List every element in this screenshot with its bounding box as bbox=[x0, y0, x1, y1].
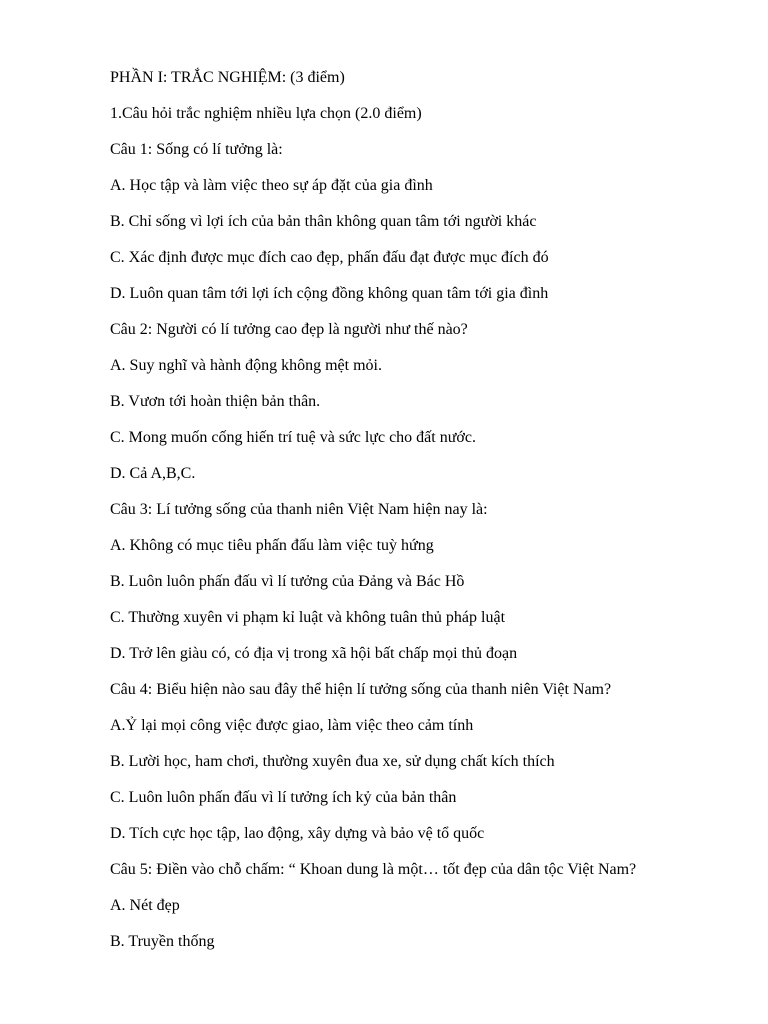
question-4-option-b: B. Lười học, ham chơi, thường xuyên đua xe, sử dụng chất kích thích bbox=[110, 753, 555, 770]
question-5: Câu 5: Điền vào chỗ chấm: “ Khoan dung là một… tốt đẹp của dân tộc Việt Nam? bbox=[110, 861, 637, 878]
question-3: Câu 3: Lí tưởng sống của thanh niên Việt Nam hiện nay là: bbox=[110, 501, 488, 518]
question-1: Câu 1: Sống có lí tưởng là: bbox=[110, 141, 283, 158]
question-3-option-a: A. Không có mục tiêu phấn đấu làm việc tuỳ hứng bbox=[110, 537, 434, 554]
question-4-option-a: A.Ỷ lại mọi công việc được giao, làm việc theo cảm tính bbox=[110, 717, 474, 734]
section-heading: PHẦN I: TRẮC NGHIỆM: (3 điểm) bbox=[110, 69, 345, 86]
question-5-option-a: A. Nét đẹp bbox=[110, 897, 180, 914]
question-1-option-d: D. Luôn quan tâm tới lợi ích cộng đồng không quan tâm tới gia đình bbox=[110, 285, 549, 302]
subsection-heading: 1.Câu hỏi trắc nghiệm nhiều lựa chọn (2.0 điểm) bbox=[110, 105, 422, 122]
question-1-option-b: B. Chỉ sống vì lợi ích của bản thân không quan tâm tới người khác bbox=[110, 213, 537, 230]
question-2: Câu 2: Người có lí tưởng cao đẹp là người như thế nào? bbox=[110, 321, 468, 338]
question-1-option-a: A. Học tập và làm việc theo sự áp đặt của gia đình bbox=[110, 177, 433, 194]
question-3-option-c: C. Thường xuyên vi phạm kỉ luật và không tuân thủ pháp luật bbox=[110, 609, 506, 626]
question-1-option-c: C. Xác định được mục đích cao đẹp, phấn đấu đạt được mục đích đó bbox=[110, 249, 549, 266]
question-3-option-b: B. Luôn luôn phấn đấu vì lí tưởng của Đảng và Bác Hồ bbox=[110, 573, 465, 590]
question-2-option-c: C. Mong muốn cống hiến trí tuệ và sức lực cho đất nước. bbox=[110, 429, 476, 446]
question-2-option-a: A. Suy nghĩ và hành động không mệt mỏi. bbox=[110, 357, 382, 374]
question-2-option-d: D. Cả A,B,C. bbox=[110, 465, 196, 482]
question-2-option-b: B. Vươn tới hoàn thiện bản thân. bbox=[110, 393, 321, 410]
question-3-option-d: D. Trở lên giàu có, có địa vị trong xã hội bất chấp mọi thủ đoạn bbox=[110, 645, 518, 662]
question-5-option-b: B. Truyền thống bbox=[110, 933, 215, 950]
question-4-option-c: C. Luôn luôn phấn đấu vì lí tưởng ích kỷ của bản thân bbox=[110, 789, 457, 806]
question-4-option-d: D. Tích cực học tập, lao động, xây dựng và bảo vệ tổ quốc bbox=[110, 825, 485, 842]
question-4: Câu 4: Biểu hiện nào sau đây thể hiện lí tưởng sống của thanh niên Việt Nam? bbox=[110, 681, 612, 698]
document-body bbox=[110, 66, 750, 966]
